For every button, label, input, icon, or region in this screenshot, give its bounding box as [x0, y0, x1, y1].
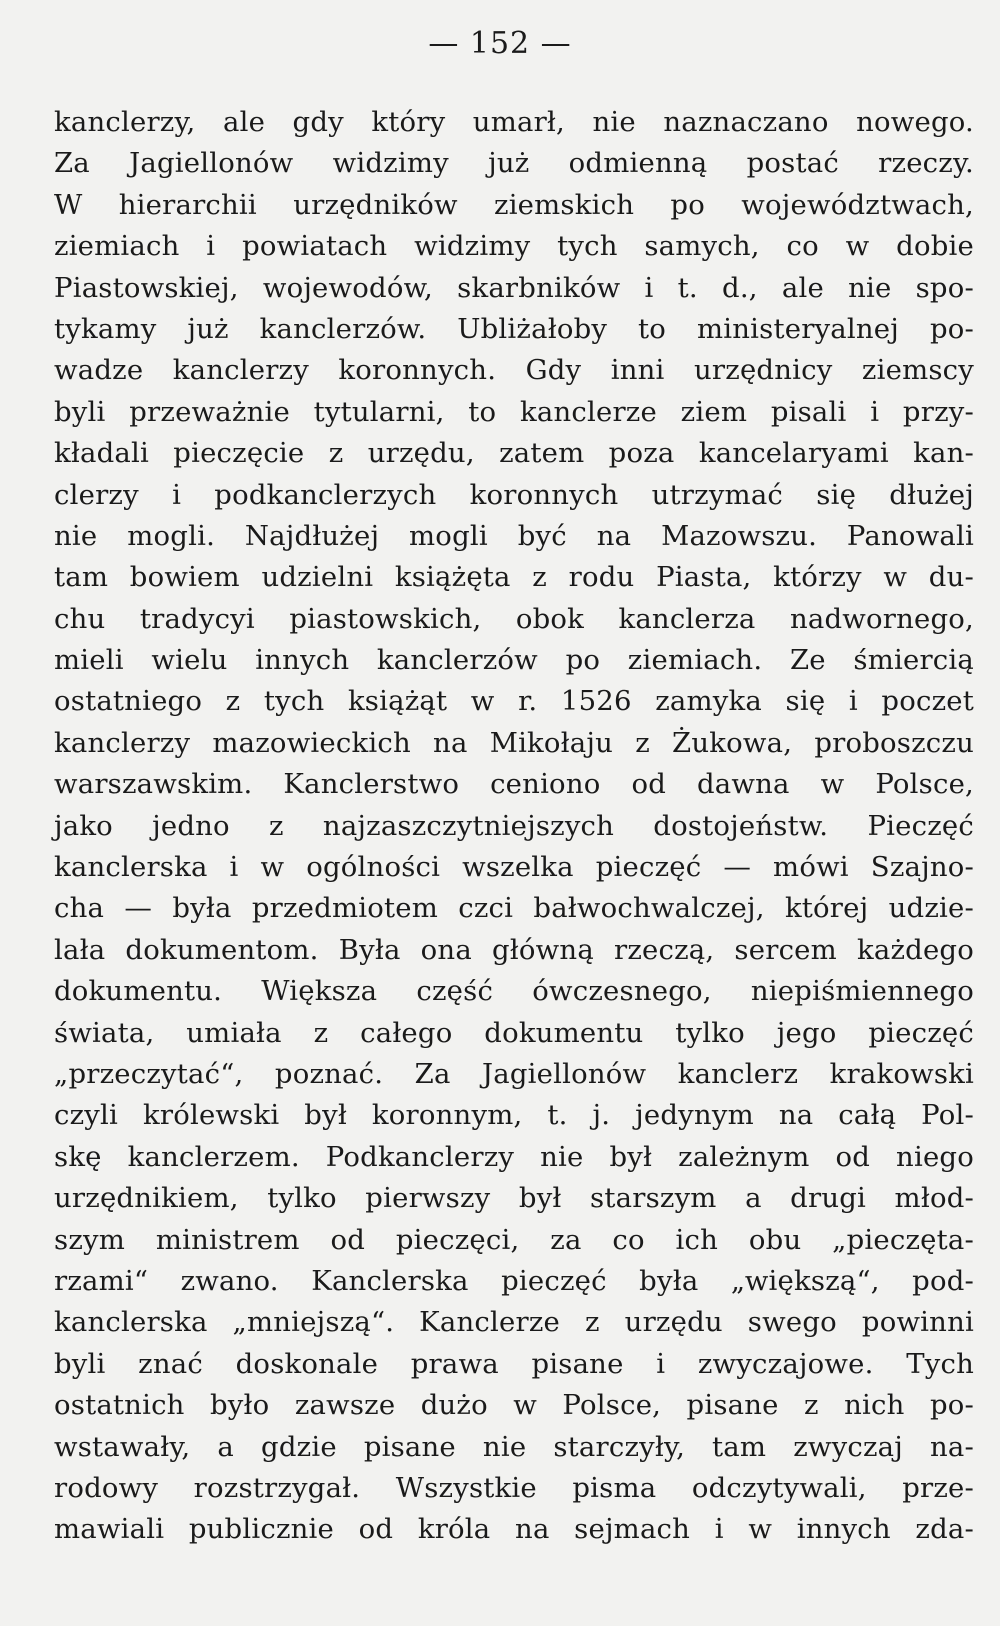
text-line: kanclerzy, ale gdy który umarł, nie naznaczano nowego.: [54, 106, 974, 138]
text-line: szym ministrem od pieczęci, za co ich obu „pieczęta-: [54, 1223, 974, 1256]
text-line: byli znać doskonale prawa pisane i zwyczajowe. Tych: [54, 1347, 974, 1380]
text-line: kładali pieczęcie z urzędu, zatem poza kancelaryami kan-: [54, 437, 974, 470]
text-line: skę kanclerzem. Podkanclerzy nie był zależnym od niego: [54, 1140, 974, 1173]
text-line: kanclerska i w ogólności wszelka pieczęć — mówi Szajno-: [54, 851, 974, 884]
text-line: jako jedno z najzaszczytniejszych dostojeństw. Pieczęć: [54, 809, 974, 842]
text-line: Piastowskiej, wojewodów, skarbników i t. d., ale nie spo-: [54, 271, 974, 304]
text-line: W hierarchii urzędników ziemskich po województwach,: [54, 188, 974, 221]
text-line: tykamy już kanclerzów. Ubliżałoby to ministeryalnej po-: [54, 312, 974, 345]
body-text: [54, 102, 974, 1551]
text-line: czyli królewski był koronnym, t. j. jedynym na całą Pol-: [54, 1099, 974, 1132]
text-line: warszawskim. Kanclerstwo ceniono od dawna w Polsce,: [54, 768, 974, 801]
text-line: rodowy rozstrzygał. Wszystkie pisma odczytywali, prze-: [54, 1471, 974, 1504]
text-line: tam bowiem udzielni książęta z rodu Piasta, którzy w du-: [54, 561, 974, 594]
text-line: „przeczytać“, poznać. Za Jagiellonów kanclerz krakowski: [54, 1057, 974, 1090]
page-number: — 152 —: [428, 26, 572, 61]
text-line: mawiali publicznie od króla na sejmach i w innych zda-: [54, 1513, 974, 1546]
text-line: kanclerska „mniejszą“. Kanclerze z urzędu swego powinni: [54, 1306, 974, 1339]
text-line: clerzy i podkanclerzych koronnych utrzymać się dłużej: [54, 478, 974, 511]
text-line: ziemiach i powiatach widzimy tych samych, co w dobie: [54, 230, 974, 263]
text-line: byli przeważnie tytularni, to kanclerze ziem pisali i przy-: [54, 395, 974, 428]
text-line: mieli wielu innych kanclerzów po ziemiach. Ze śmiercią: [54, 644, 974, 677]
text-line: wadze kanclerzy koronnych. Gdy inni urzędnicy ziemscy: [54, 354, 974, 387]
text-line: lała dokumentom. Była ona główną rzeczą, sercem każdego: [54, 933, 974, 966]
text-line: świata, umiała z całego dokumentu tylko jego pieczęć: [54, 1016, 974, 1049]
text-line: cha — była przedmiotem czci bałwochwalczej, której udzie-: [54, 892, 974, 925]
text-line: wstawały, a gdzie pisane nie starczyły, tam zwyczaj na-: [54, 1430, 974, 1463]
text-line: urzędnikiem, tylko pierwszy był starszym a drugi młod-: [54, 1182, 974, 1215]
text-line: dokumentu. Większa część ówczesnego, niepiśmiennego: [54, 975, 974, 1008]
text-line: ostatniego z tych książąt w r. 1526 zamyka się i poczet: [54, 685, 974, 718]
text-line: rzami“ zwano. Kanclerska pieczęć była „większą“, pod-: [54, 1264, 974, 1297]
text-line: chu tradycyi piastowskich, obok kanclerza nadwornego,: [54, 602, 974, 635]
text-line: ostatnich było zawsze dużo w Polsce, pisane z nich po-: [54, 1389, 974, 1422]
text-line: nie mogli. Najdłużej mogli być na Mazowszu. Panowali: [54, 519, 974, 552]
text-line: kanclerzy mazowieckich na Mikołaju z Żukowa, proboszczu: [54, 726, 974, 759]
text-line: Za Jagiellonów widzimy już odmienną postać rzeczy.: [54, 147, 974, 180]
